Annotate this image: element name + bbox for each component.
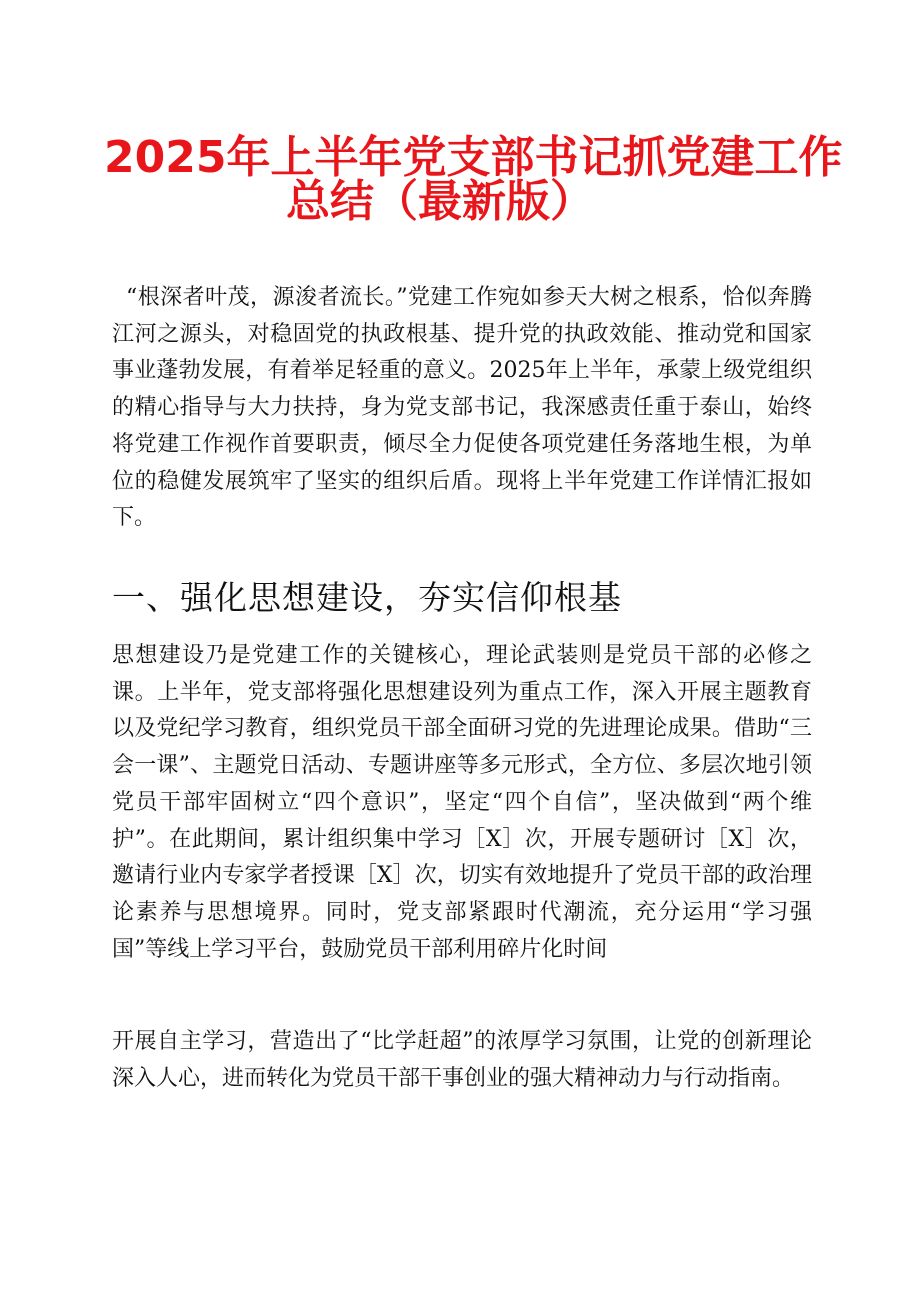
document-title-line-2: 总结（最新版） bbox=[286, 176, 594, 227]
document-title-line-1: 2025年上半年党支部书记抓党建工作 bbox=[104, 132, 843, 183]
section-1-paragraph-1: 思想建设乃是党建工作的关键核心，理论武装则是党员干部的必修之课。上半年，党支部将强化思想建设列为重点工作，深入开展主题教育以及党纪学习教育，组织党员干部全面研习党的先进理论成果。借助“三会一课”、主题党日活动、专题讲座等多元形式，全方位、多层次地引领党员干部牢固树立“四个意识”，坚定“四个自信”，坚决做到“两个维护”。在此期间，累计组织集中学习［X］次，开展专题研讨［X］次，邀请行业内专家学者授课［X］次，切实有效地提升了党员干部的政治理论素养与思想境界。同时，党支部紧跟时代潮流，充分运用“学习强国”等线上学习平台，鼓励党员干部利用碎片化时间 bbox=[112, 643, 812, 962]
section-heading-1: 一、强化思想建设，夯实信仰根基 bbox=[112, 578, 622, 617]
intro-paragraph: “根深者叶茂，源浚者流长。”党建工作宛如参天大树之根系，恰似奔腾江河之源头，对稳固党的执政根基、提升党的执政效能、推动党和国家事业蓬勃发展，有着举足轻重的意义。2025年上半年，承蒙上级党组织的精心指导与大力扶持，身为党支部书记，我深感责任重于泰山，始终将党建工作视作首要职责，倾尽全力促使各项党建任务落地生根，为单位的稳健发展筑牢了坚实的组织后盾。现将上半年党建工作详情汇报如下。 bbox=[112, 285, 812, 531]
section-1-paragraph-2: 开展自主学习，营造出了“比学赶超”的浓厚学习氛围，让党的创新理论深入人心，进而转化为党员干部干事创业的强大精神动力与行动指南。 bbox=[112, 1029, 812, 1091]
